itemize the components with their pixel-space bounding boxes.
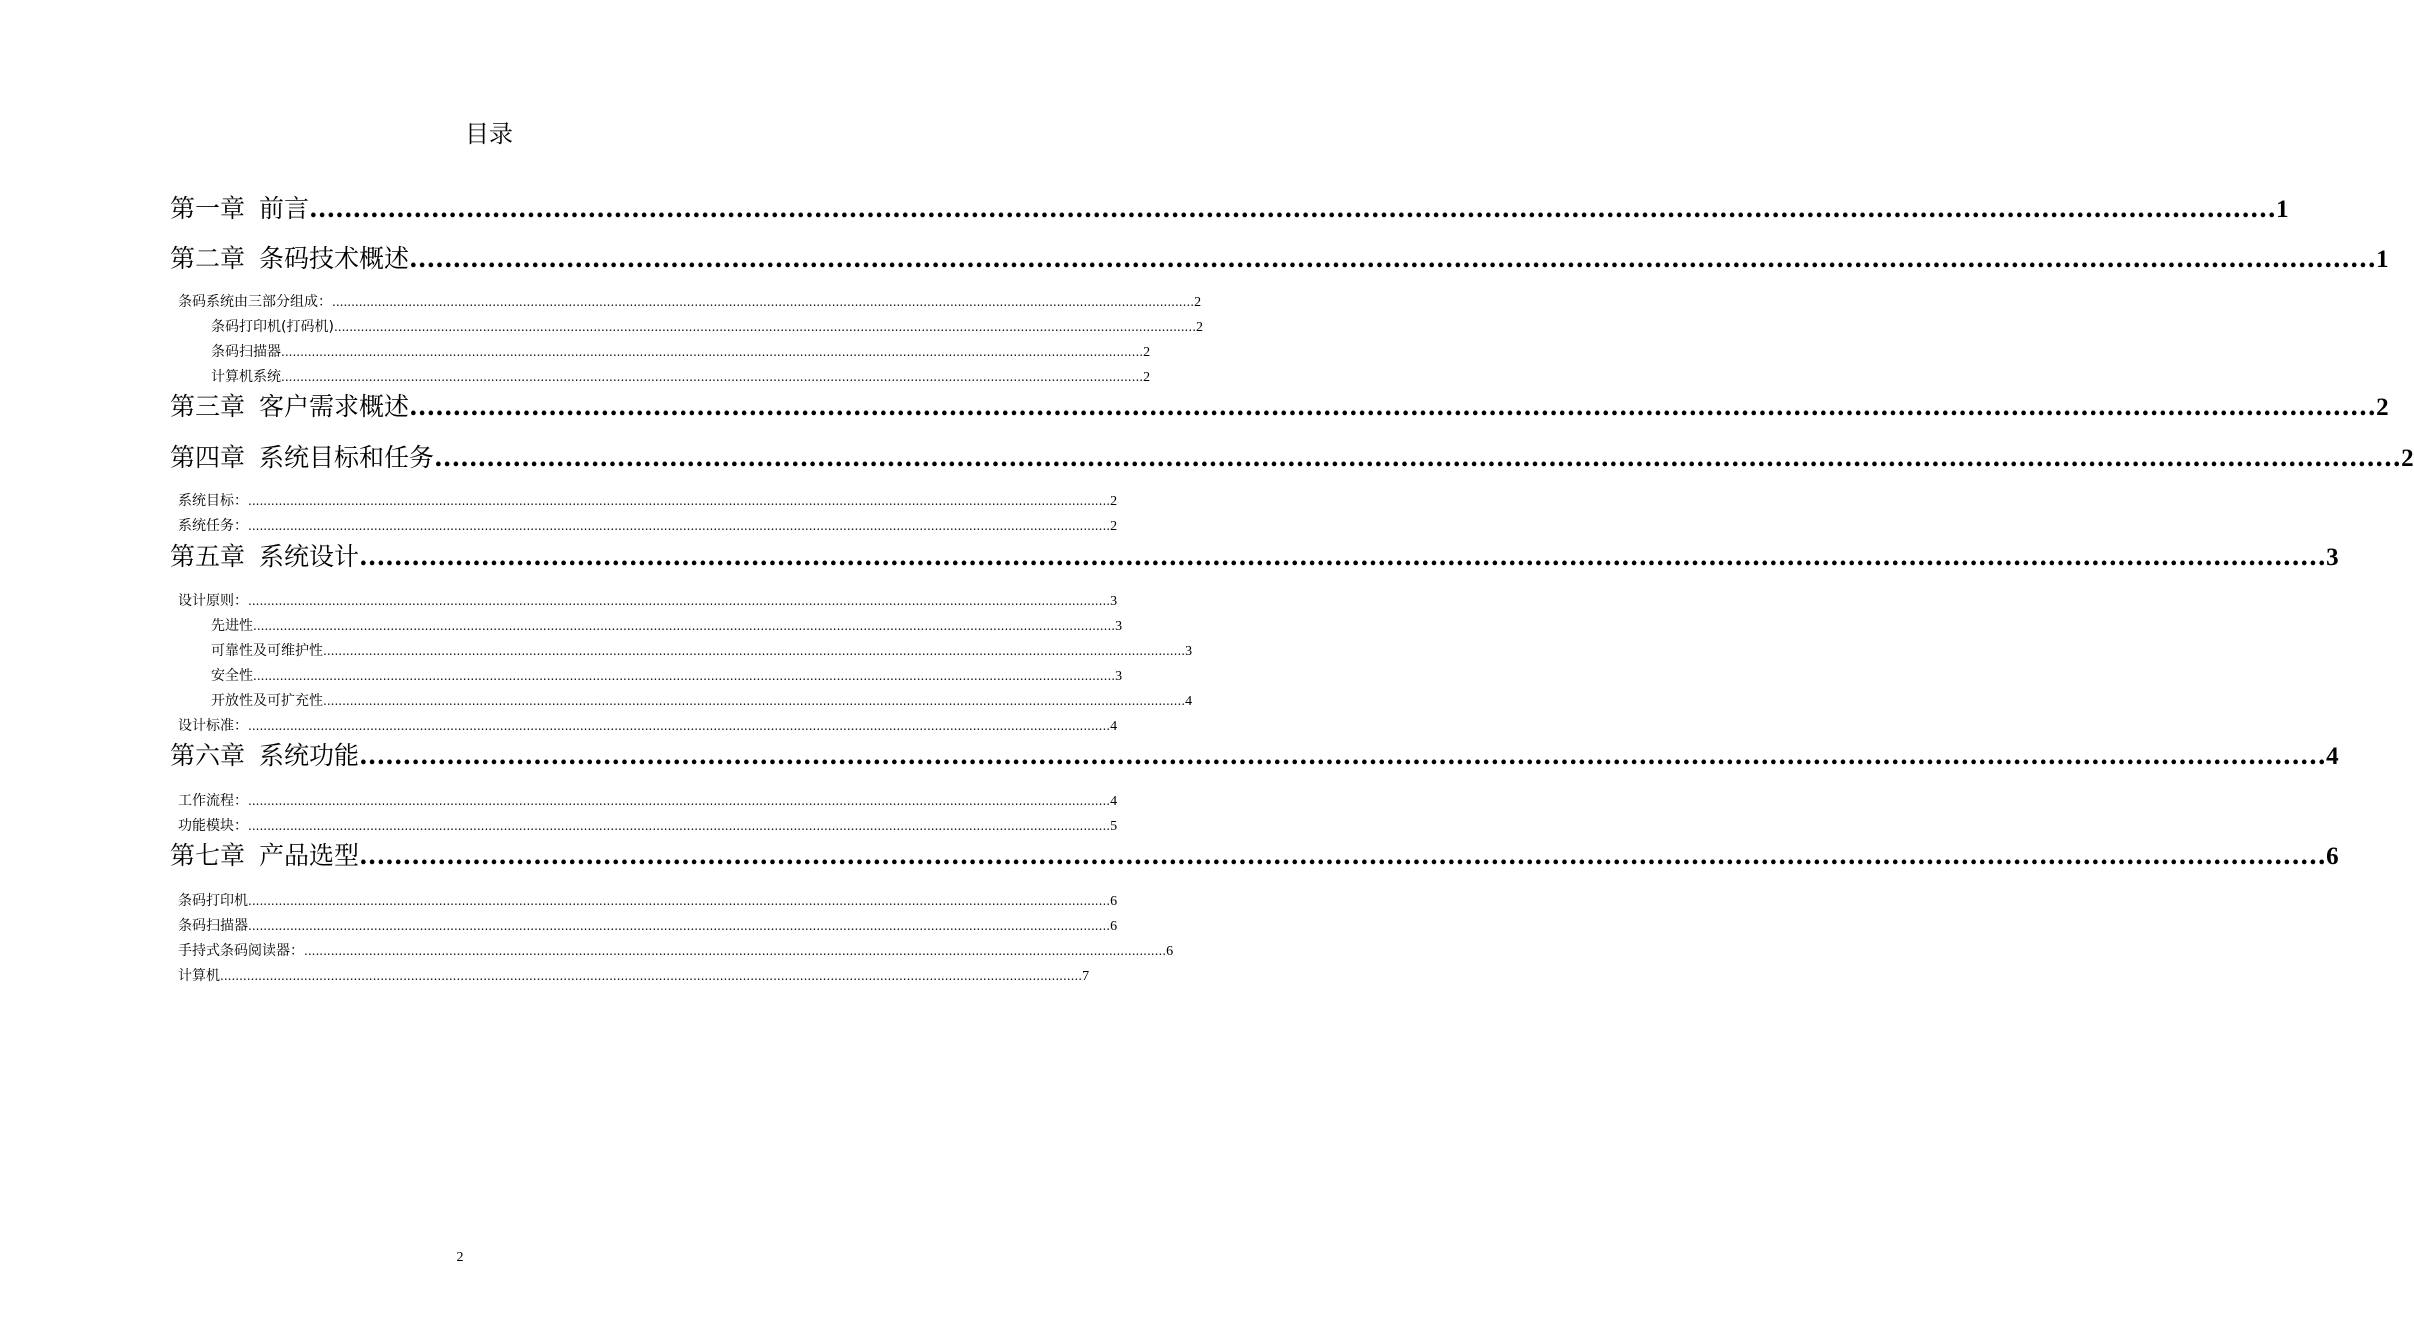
toc-dot-leader: ..................................................................................................................................................................................................................................	[248, 594, 1111, 608]
toc-chapter-number: 第三章	[170, 392, 246, 421]
toc-page-number: 3	[1115, 619, 1123, 634]
toc-entry-label: 先进性	[211, 618, 253, 634]
toc-entry-label: 可靠性及可维护性	[211, 643, 323, 659]
toc-entry-label: 手持式条码阅读器：	[178, 943, 304, 959]
toc-entry-label	[170, 442, 434, 474]
toc-dot-leader: ..................................................................................................................................................................................................................................	[409, 244, 2377, 273]
toc-entry-label: 系统任务：	[178, 518, 248, 534]
toc-entry-label	[170, 243, 409, 275]
toc-entry-label: 开放性及可扩充性	[211, 693, 323, 709]
toc-section-entry[interactable]	[178, 516, 1118, 537]
toc-entry-label: 系统目标：	[178, 493, 248, 509]
toc-entry-label: 条码扫描器	[211, 344, 281, 360]
toc-entry-label: 工作流程：	[178, 793, 248, 809]
toc-section-entry[interactable]	[178, 292, 1202, 313]
toc-chapter-entry[interactable]	[170, 740, 2339, 773]
toc-chapter-title: 系统设计	[259, 542, 360, 571]
toc-chapter-number: 第一章	[170, 194, 246, 223]
toc-dot-leader: ..................................................................................................................................................................................................................................	[248, 819, 1111, 833]
toc-page-number: 3	[2326, 544, 2339, 571]
toc-chapter-number: 第七章	[170, 841, 246, 870]
page-number: 2	[456, 1250, 464, 1265]
toc-chapter-title: 系统功能	[259, 741, 360, 770]
toc-chapter-title: 系统目标和任务	[259, 443, 435, 472]
toc-dot-leader: ..................................................................................................................................................................................................................................	[248, 719, 1111, 733]
toc-section-entry[interactable]	[211, 342, 1151, 363]
toc-dot-leader: ..................................................................................................................................................................................................................................	[248, 794, 1111, 808]
toc-entry-label: 条码打印机(打码机)	[211, 319, 334, 335]
toc-chapter-title: 前言	[259, 194, 310, 223]
toc-entry-label: 条码系统由三部分组成：	[178, 294, 332, 310]
toc-entry-label	[170, 391, 409, 423]
toc-chapter-entry[interactable]	[170, 541, 2339, 574]
toc-section-entry[interactable]	[211, 367, 1151, 388]
toc-section-entry[interactable]	[211, 641, 1193, 662]
toc-page-number: 3	[1115, 669, 1123, 684]
toc-dot-leader: ..................................................................................................................................................................................................................................	[359, 741, 2327, 770]
toc-section-entry[interactable]	[211, 666, 1123, 687]
toc-dot-leader: ..................................................................................................................................................................................................................................	[409, 392, 2377, 421]
toc-chapter-number: 第六章	[170, 741, 246, 770]
toc-page-number: 1	[2376, 246, 2389, 273]
toc-dot-leader: ..................................................................................................................................................................................................................................	[248, 894, 1111, 908]
toc-page-number: 4	[1110, 794, 1118, 809]
toc-dot-leader: ..................................................................................................................................................................................................................................	[248, 519, 1111, 533]
toc-section-entry[interactable]	[178, 916, 1118, 937]
toc-chapter-number: 第五章	[170, 542, 246, 571]
toc-section-entry[interactable]	[178, 941, 1174, 962]
toc-dot-leader: ..................................................................................................................................................................................................................................	[248, 494, 1111, 508]
toc-page-number: 7	[1082, 969, 1090, 984]
toc-page-number: 1	[2276, 196, 2289, 223]
toc-dot-leader: ..................................................................................................................................................................................................................................	[281, 345, 1144, 359]
toc-chapter-title: 条码技术概述	[259, 244, 410, 273]
toc-entry-label: 条码扫描器	[178, 918, 248, 934]
toc-entry-label: 安全性	[211, 668, 253, 684]
toc-dot-leader: ..................................................................................................................................................................................................................................	[304, 944, 1167, 958]
toc-dot-leader: ..................................................................................................................................................................................................................................	[220, 969, 1083, 983]
toc-chapter-entry[interactable]	[170, 193, 2289, 226]
toc-entry-label: 计算机	[178, 968, 220, 984]
toc-dot-leader: ..................................................................................................................................................................................................................................	[323, 694, 1186, 708]
toc-page-number: 3	[1185, 644, 1193, 659]
toc-dot-leader: ..................................................................................................................................................................................................................................	[333, 320, 1197, 334]
toc-section-entry[interactable]	[178, 816, 1118, 837]
toc-page-number: 6	[1166, 944, 1174, 959]
toc-entry-label: 计算机系统	[211, 369, 281, 385]
toc-page-number: 2	[1110, 494, 1118, 509]
toc-entry-label: 条码打印机	[178, 893, 248, 909]
toc-page-number: 5	[1110, 819, 1118, 834]
toc-entry-label: 功能模块：	[178, 818, 248, 834]
toc-page-number: 2	[1110, 519, 1118, 534]
toc-entry-label	[170, 541, 359, 573]
toc-section-entry[interactable]	[178, 891, 1118, 912]
toc-dot-leader: ..................................................................................................................................................................................................................................	[281, 370, 1144, 384]
toc-chapter-entry[interactable]	[170, 840, 2339, 873]
toc-page-number: 4	[1185, 694, 1193, 709]
toc-entry-label	[170, 840, 359, 872]
toc-section-entry[interactable]	[178, 716, 1118, 737]
toc-page-number: 6	[1110, 919, 1118, 934]
toc-dot-leader: ..................................................................................................................................................................................................................................	[332, 295, 1195, 309]
toc-chapter-number: 第四章	[170, 443, 246, 472]
toc-page-number: 2	[2401, 445, 2414, 472]
toc-section-entry[interactable]	[178, 491, 1118, 512]
toc-chapter-title: 客户需求概述	[259, 392, 410, 421]
toc-chapter-title: 产品选型	[259, 841, 360, 870]
toc-page-number: 2	[1143, 345, 1151, 360]
toc-dot-leader: ..................................................................................................................................................................................................................................	[359, 841, 2327, 870]
toc-entry-label	[170, 740, 359, 772]
toc-page-number: 2	[1143, 370, 1151, 385]
toc-chapter-entry[interactable]	[170, 442, 2414, 475]
toc-section-entry[interactable]	[178, 791, 1118, 812]
toc-entry-label: 设计标准：	[178, 718, 248, 734]
toc-entry-label	[170, 193, 309, 225]
toc-page-number: 2	[1196, 320, 1204, 335]
toc-dot-leader: ..................................................................................................................................................................................................................................	[248, 919, 1111, 933]
toc-page-number: 6	[2326, 843, 2339, 870]
toc-dot-leader: ..................................................................................................................................................................................................................................	[434, 443, 2402, 472]
toc-page-number: 4	[1110, 719, 1118, 734]
toc-dot-leader: ..................................................................................................................................................................................................................................	[253, 619, 1116, 633]
toc-section-entry[interactable]	[178, 966, 1090, 987]
toc-section-entry[interactable]	[211, 317, 1204, 338]
toc-page-number: 2	[1194, 295, 1202, 310]
toc-page-number: 6	[1110, 894, 1118, 909]
toc-dot-leader: ..................................................................................................................................................................................................................................	[359, 542, 2327, 571]
toc-chapter-number: 第二章	[170, 244, 246, 273]
toc-page-number: 2	[2376, 394, 2389, 421]
toc-dot-leader: ..................................................................................................................................................................................................................................	[323, 644, 1186, 658]
toc-chapter-entry[interactable]	[170, 243, 2389, 276]
toc-dot-leader: ..................................................................................................................................................................................................................................	[309, 194, 2277, 223]
toc-page-number: 3	[1110, 594, 1118, 609]
toc-page-number: 4	[2326, 743, 2339, 770]
toc-section-entry[interactable]	[211, 691, 1193, 712]
toc-chapter-entry[interactable]	[170, 391, 2389, 424]
page-title: 目录	[465, 120, 513, 148]
toc-section-entry[interactable]	[178, 591, 1118, 612]
toc-dot-leader: ..................................................................................................................................................................................................................................	[253, 669, 1116, 683]
toc-entry-label: 设计原则：	[178, 593, 248, 609]
toc-section-entry[interactable]	[211, 616, 1123, 637]
